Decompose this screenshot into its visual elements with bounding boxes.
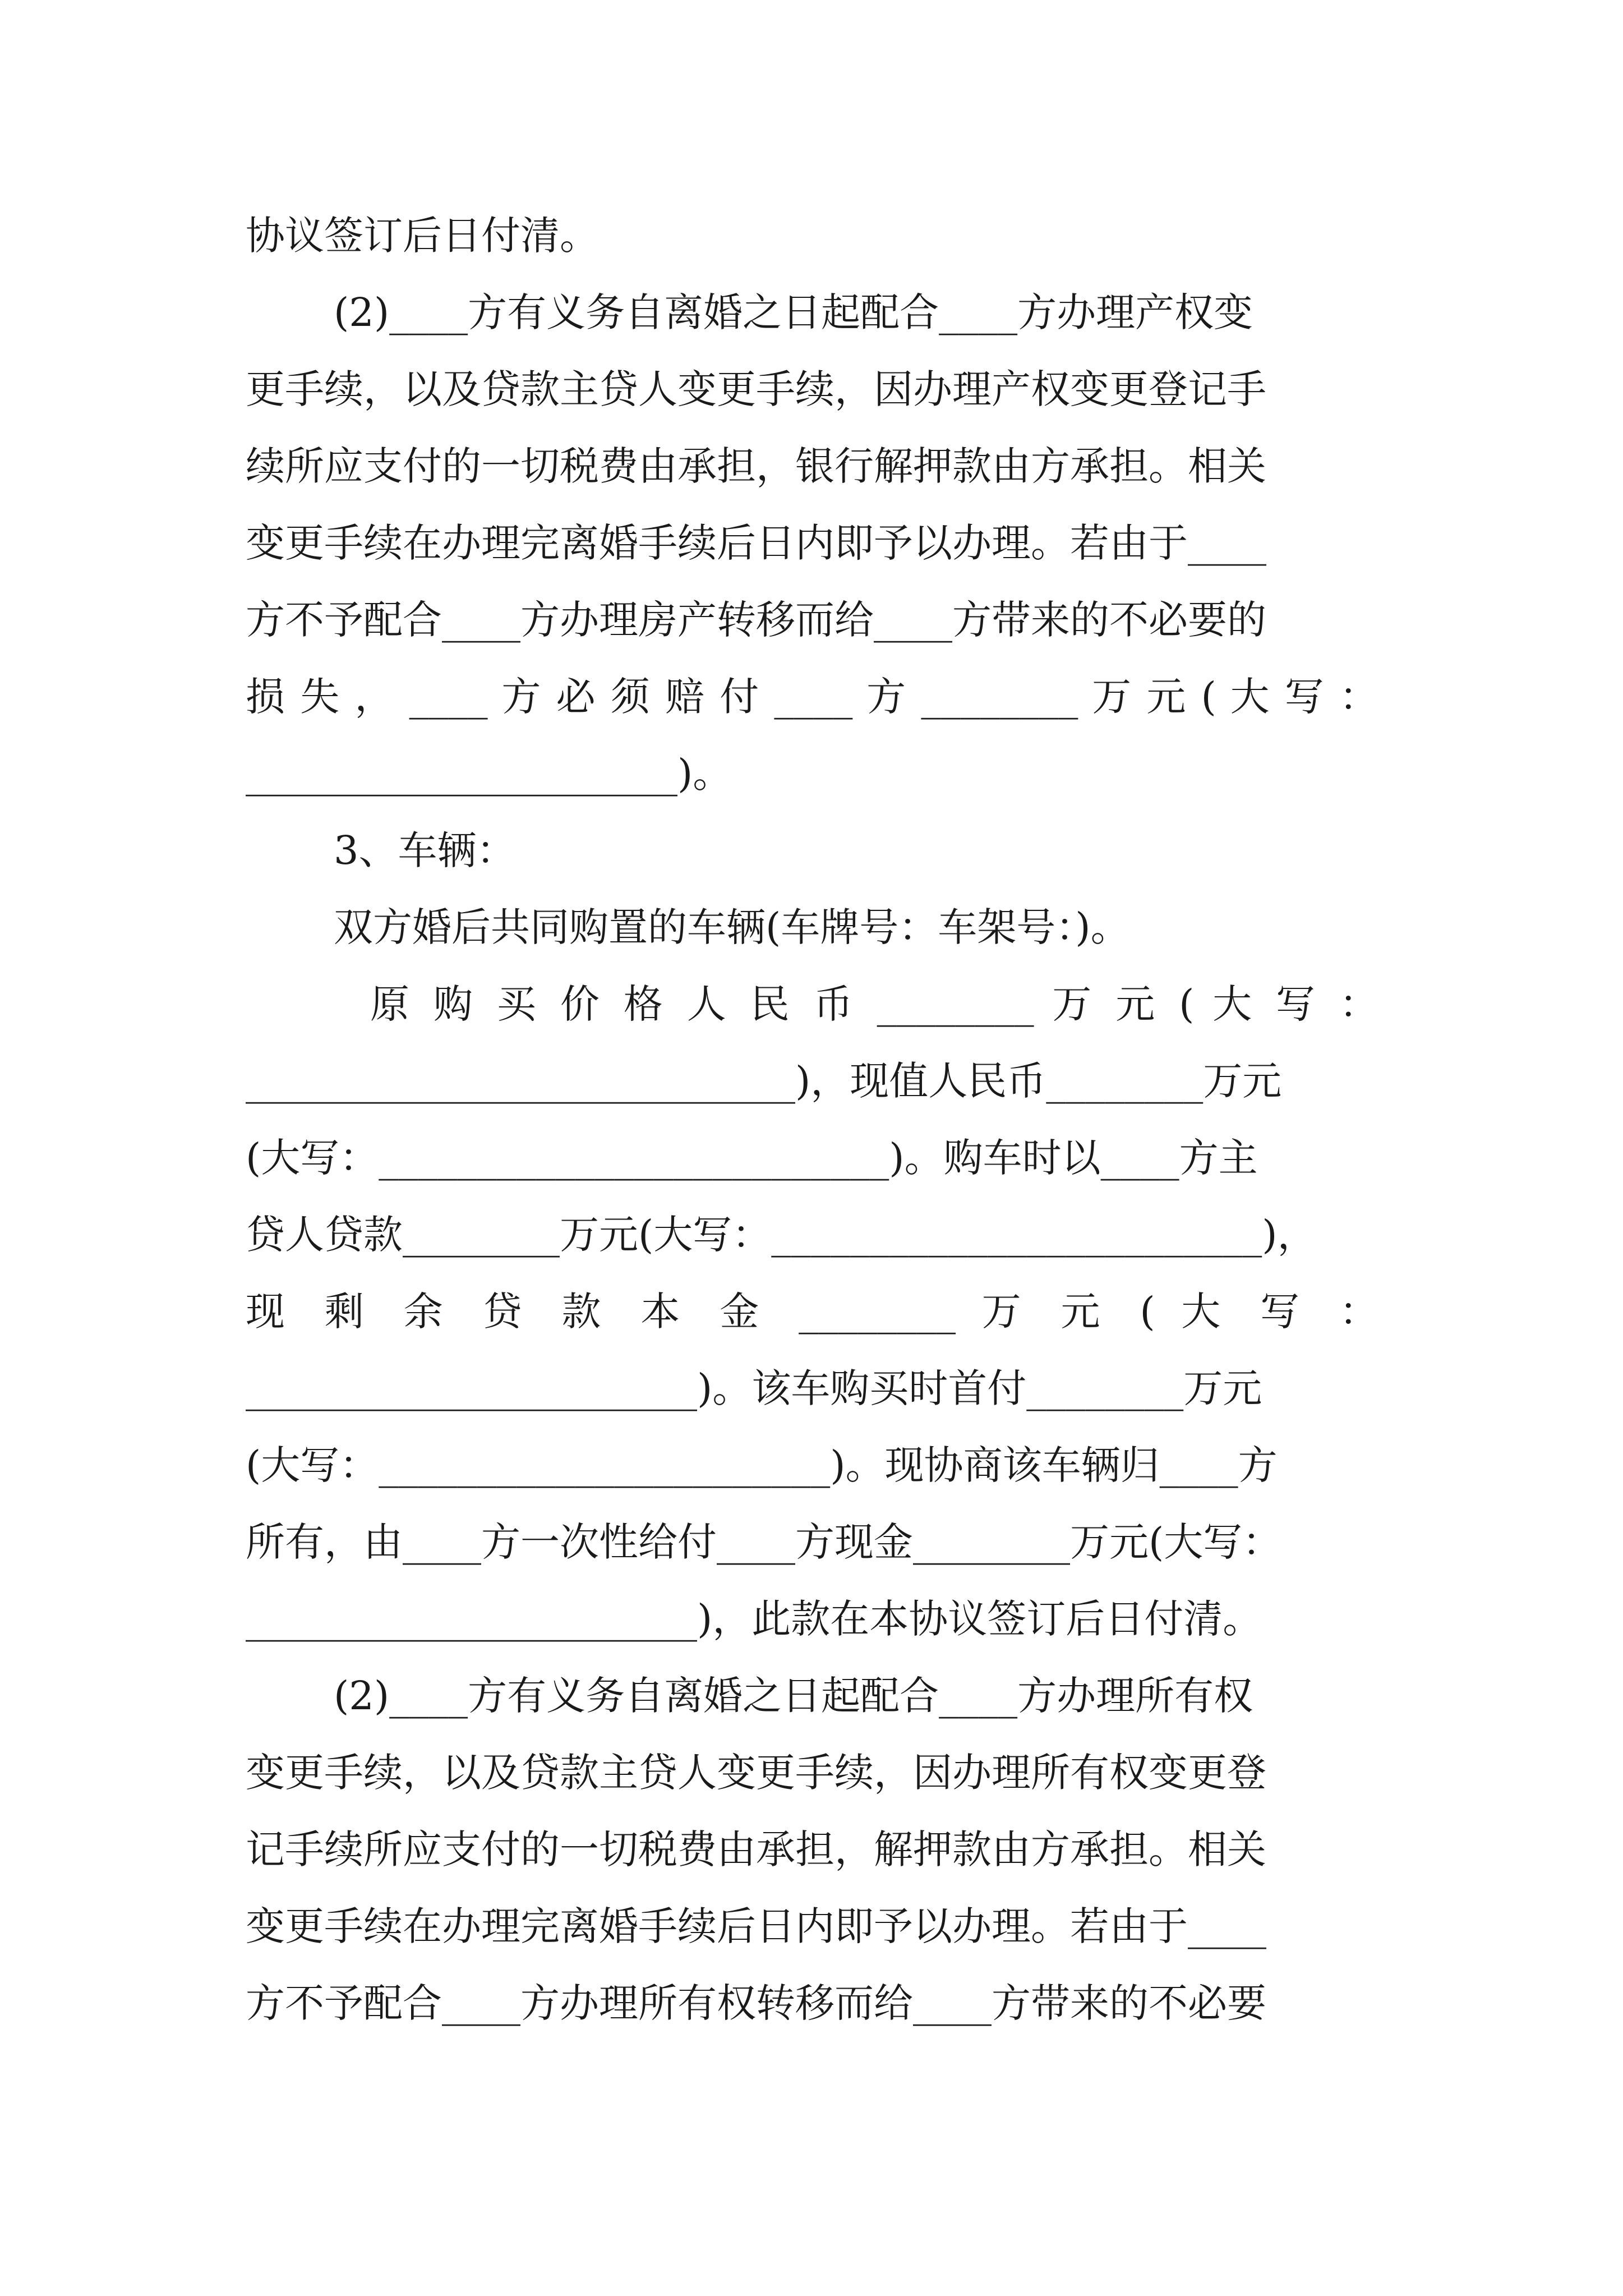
text-line-5: 变更手续在办理完离婚手续后日内即予以办理。若由于____ [246,520,1266,566]
text-line-10: 双方婚后共同购置的车辆(车牌号：车架号：)。 [334,904,1130,950]
text-line-17: (大写：_______________________)。现协商该车辆归____方 [246,1442,1278,1488]
text-line-11: 原 购 买 价 格 人 民 币 ________ 万 元 ( 大 写 ： [370,981,1378,1027]
text-line-7: 损 失 ， ____ 方 必 须 赔 付 ____ 方 ________ 万 元 ( 大 写 ： [246,674,1378,720]
text-line-23: 变更手续在办理完离婚手续后日内即予以办理。若由于____ [246,1903,1266,1949]
text-line-12: ____________________________)，现值人民币________万元 [246,1058,1282,1104]
text-line-20: (2)____方有义务自离婚之日起配合____方办理所有权 [334,1673,1253,1719]
text-line-19: _______________________)，此款在本协议签订后日付清。 [246,1596,1262,1642]
text-line-15: 现 剩 余 贷 款 本 金 ________ 万 元 ( 大 写 ： [246,1289,1378,1335]
text-line-22: 记手续所应支付的一切税费由承担，解押款由方承担。相关 [246,1826,1266,1872]
text-line-1: 协议签订后日付清。 [246,213,599,259]
text-line-6: 方不予配合____方办理房产转移而给____方带来的不必要的 [246,597,1266,643]
text-line-16: _______________________)。该车购买时首付________万元 [246,1365,1262,1411]
text-line-4: 续所应支付的一切税费由承担，银行解押款由方承担。相关 [246,443,1266,489]
text-line-13: (大写：__________________________)。购车时以____方主 [246,1135,1258,1181]
text-line-2: (2)____方有义务自离婚之日起配合____方办理产权变 [334,289,1253,335]
section-heading-vehicle: 3、车辆： [334,827,516,873]
text-line-8: ______________________)。 [246,751,732,797]
text-line-3: 更手续，以及贷款主贷人变更手续，因办理产权变更登记手 [246,366,1266,412]
text-line-21: 变更手续，以及贷款主贷人变更手续，因办理所有权变更登 [246,1750,1266,1796]
text-line-14: 贷人贷款________万元(大写：_________________________)， [246,1212,1317,1258]
text-line-24: 方不予配合____方办理所有权转移而给____方带来的不必要 [246,1980,1266,2026]
text-line-18: 所有，由____方一次性给付____方现金________万元(大写： [246,1519,1282,1565]
